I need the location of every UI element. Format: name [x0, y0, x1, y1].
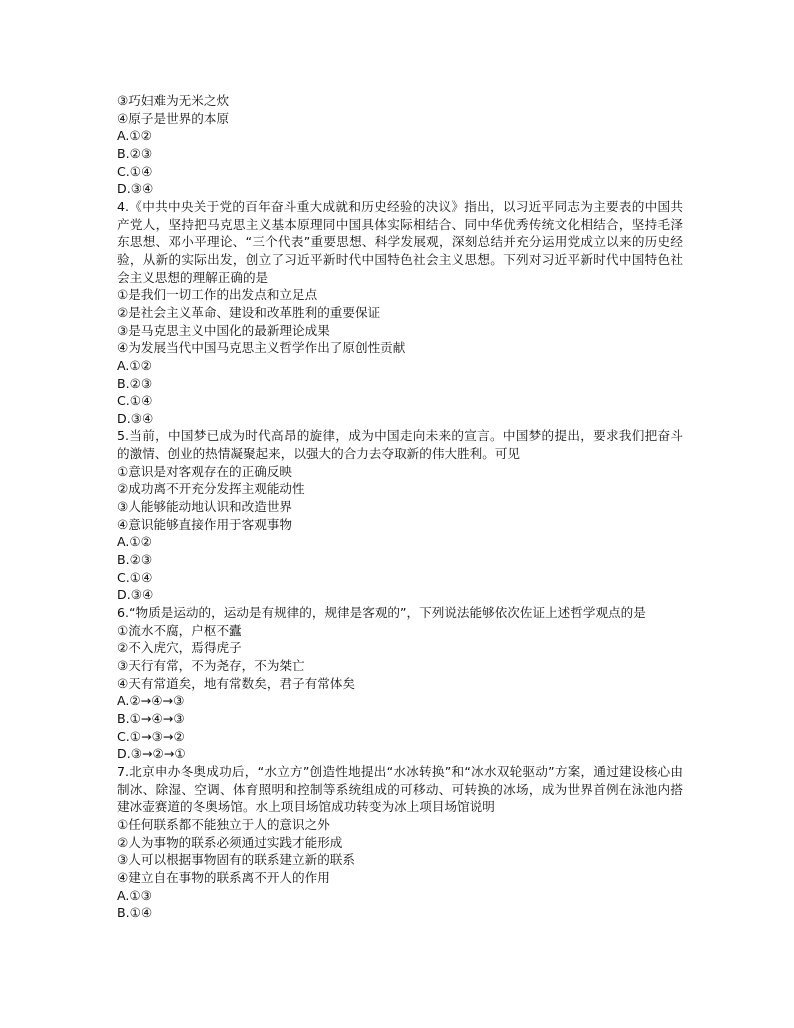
- option-b: B.①→④→③: [117, 710, 185, 726]
- option-b: B.②③: [117, 145, 153, 161]
- option-a: A.②→④→③: [117, 693, 185, 709]
- answer-item: ③人可以根据事物固有的联系建立新的联系: [117, 852, 355, 868]
- option-d: D.③④: [117, 410, 154, 426]
- option-c: C.①→③→②: [117, 728, 185, 744]
- prev-question-tail: [117, 92, 683, 198]
- answer-item: ②人为事物的联系必须通过实践才能形成: [117, 834, 343, 850]
- option-c: C.①④: [117, 393, 153, 409]
- answer-item: ④建立自在事物的联系离不开人的作用: [117, 869, 330, 885]
- answer-item: ②不入虎穴，焉得虎子: [117, 640, 242, 656]
- question-stem: 6.“物质是运动的，运动是有规律的，规律是客观的”，下列说法能够依次佐证上述哲学观点的是: [117, 605, 646, 621]
- option-d: D.③④: [117, 181, 154, 197]
- answer-item: ②是社会主义革命、建设和改革胜利的重要保证: [117, 304, 381, 320]
- answer-item: ①是我们一切工作的出发点和立足点: [117, 287, 318, 303]
- option-d: D.③→②→①: [117, 746, 186, 762]
- answer-item: ③天行有常，不为尧存，不为桀亡: [117, 658, 305, 673]
- answer-item: ②成功离不开充分发挥主观能动性: [117, 481, 305, 497]
- option-b: B.②③: [117, 375, 153, 391]
- answer-item: ①任何联系都不能独立于人的意识之外: [117, 816, 330, 832]
- answer-item: ①意识是对客观存在的正确反映: [117, 463, 293, 479]
- answer-item: ①流水不腐，户枢不蠹: [117, 622, 242, 638]
- option-a: A.①②: [117, 534, 152, 550]
- answer-item: ④为发展当代中国马克思主义哲学作出了原创性贡献: [117, 340, 406, 356]
- option-d: D.③④: [117, 587, 154, 603]
- option-b: B.①④: [117, 905, 153, 921]
- option-a: A.①②: [117, 357, 152, 373]
- option-a: A.①③: [117, 887, 152, 903]
- question-6: [117, 604, 683, 763]
- answer-item: ③是马克思主义中国化的最新理论成果: [117, 322, 330, 338]
- question-4: [117, 198, 683, 428]
- answer-item: ④意识能够直接作用于客观事物: [117, 516, 293, 532]
- question-5: [117, 427, 683, 604]
- question-stem: 5.当前，中国梦已成为时代高昂的旋律，成为中国走向未来的宣言。中国梦的提出，要求我们把奋斗的激情、创业的热情凝聚起来，以强大的合力去夺取新的伟大胜利。可见: [117, 428, 683, 462]
- option-c: C.①④: [117, 163, 153, 179]
- option-a: A.①②: [117, 128, 152, 144]
- answer-item: ④原子是世界的本原: [117, 110, 230, 126]
- answer-item: ③巧妇难为无米之炊: [117, 93, 230, 108]
- option-c: C.①④: [117, 569, 153, 585]
- answer-item: ④天有常道矣，地有常数矣，君子有常体矣: [117, 675, 355, 691]
- exam-page: [117, 92, 683, 922]
- option-b: B.②③: [117, 552, 153, 568]
- answer-item: ③人能够能动地认识和改造世界: [117, 499, 293, 515]
- question-stem: 4.《中共中央关于党的百年奋斗重大成就和历史经验的决议》指出，以习近平同志为主要表的中国共产党人，坚持把马克思主义基本原理同中国具体实际相结合、同中华优秀传统文化相结合，坚持毛泽东思想、邓小平理论、“三个代表”重要思想、科学发展观，深刻总结并充分运用党成立以来的历史经验，从新的实际出发，创立了习近平新时代中国特色社会主义思想。下列对习近平新时代中国特色社会主义思想的理解正确的是: [117, 198, 683, 285]
- question-stem: 7.北京申办冬奥成功后，“水立方”创造性地提出“水冰转换”和“冰水双轮驱动”方案，通过建设核心由制冰、除湿、空调、体育照明和控制等系统组成的可移动、可转换的冰场，成为世界首例在泳池内搭建冰壶赛道的冬奥场馆。水上项目场馆成功转变为冰上项目场馆说明: [117, 763, 683, 815]
- question-7: [117, 763, 683, 922]
